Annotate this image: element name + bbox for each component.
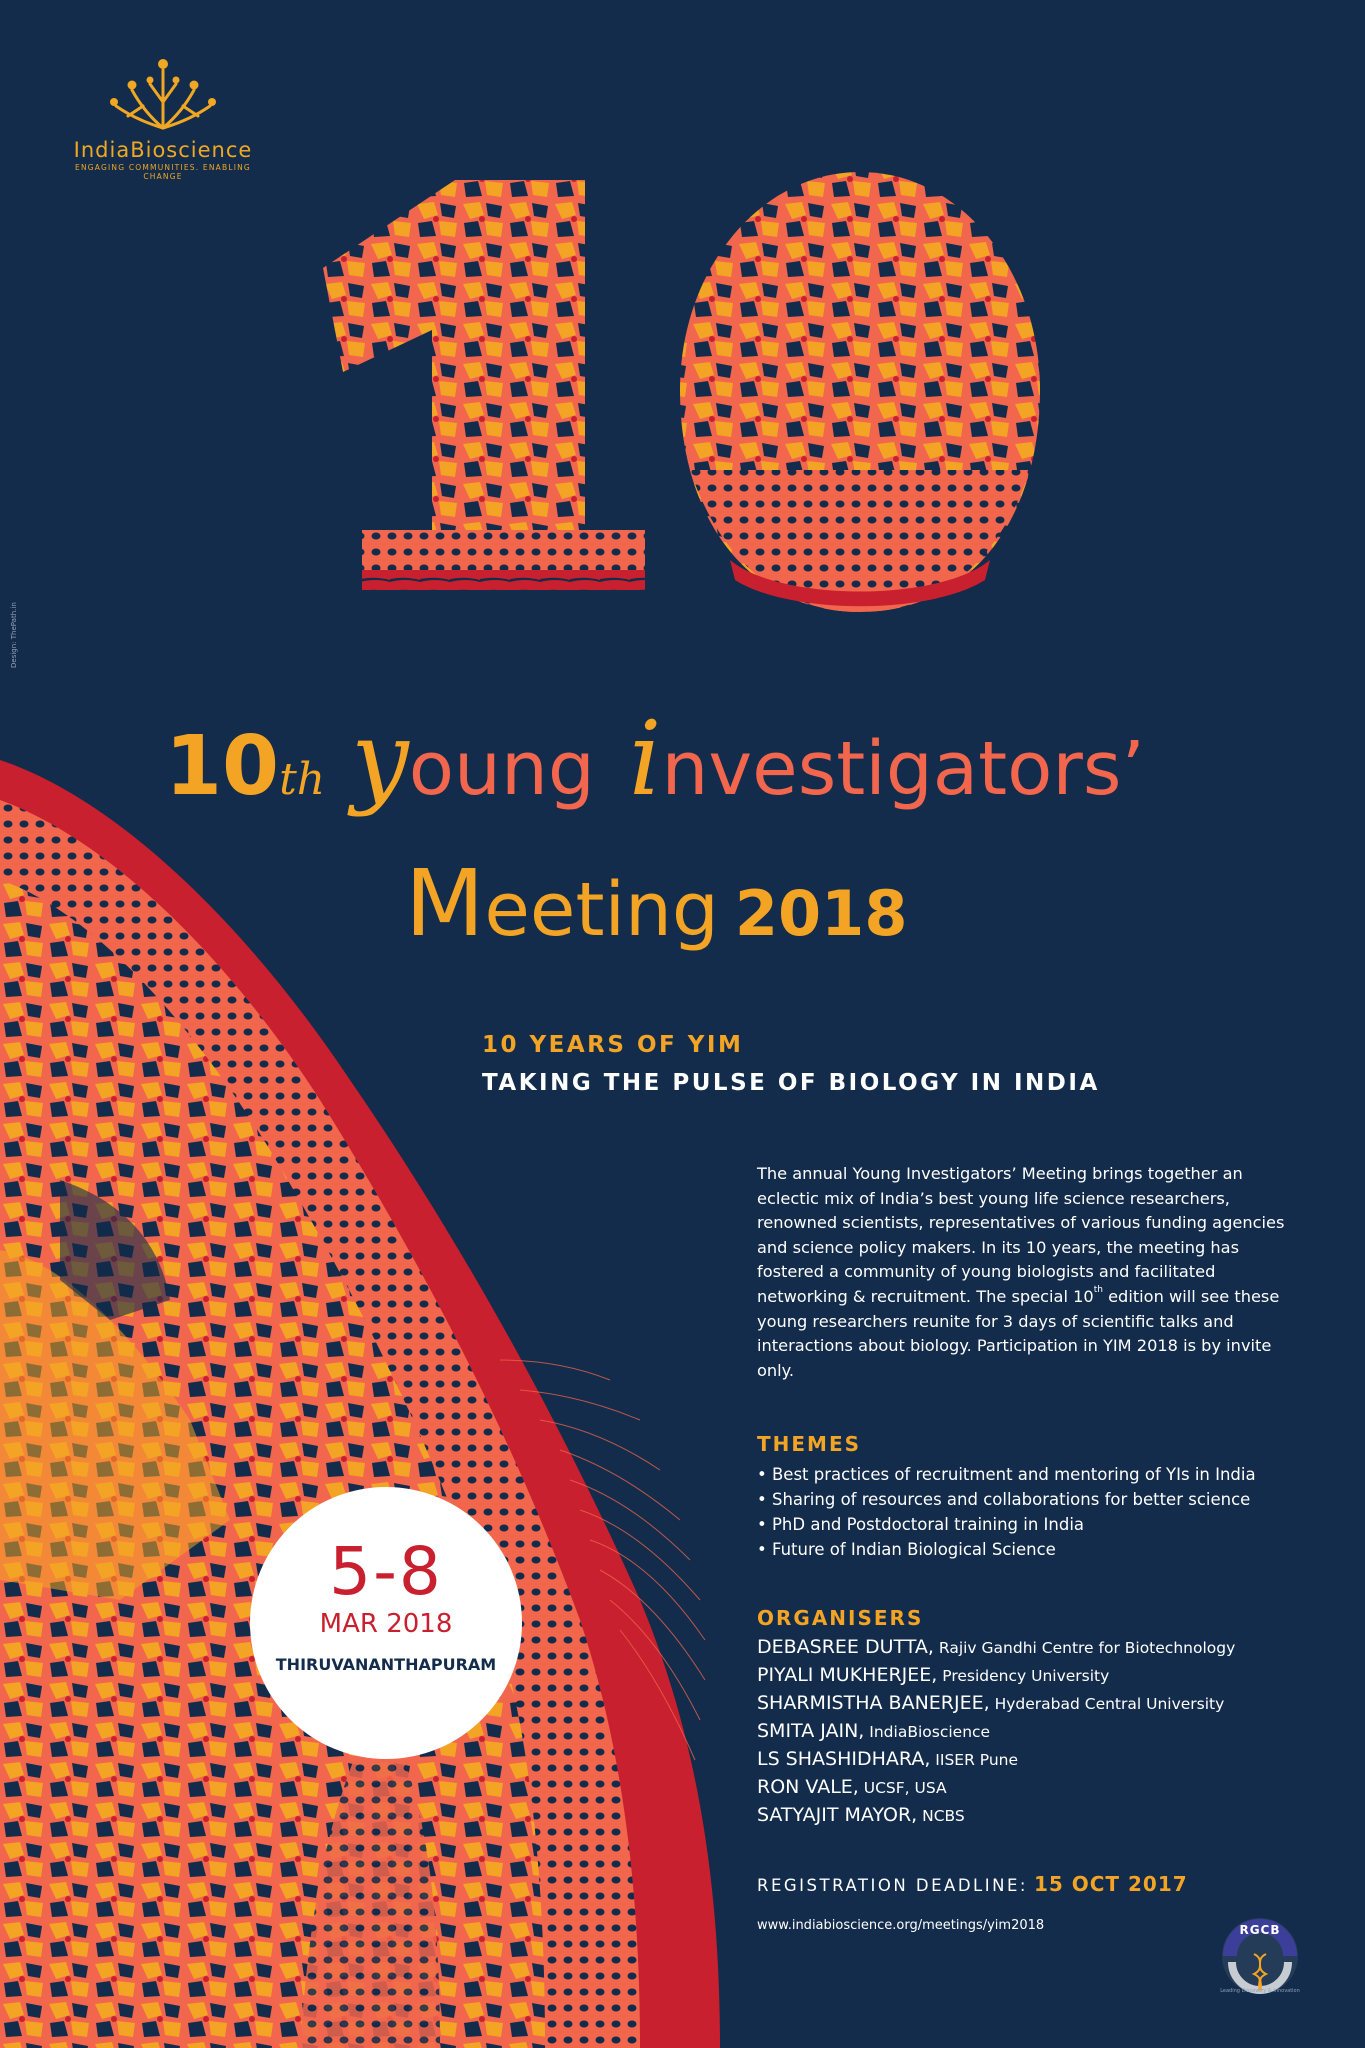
organiser-item: [757, 1718, 1327, 1746]
organiser-affiliation: Presidency University: [937, 1667, 1110, 1685]
organisers-list: [757, 1634, 1327, 1830]
organiser-affiliation: IndiaBioscience: [864, 1723, 991, 1741]
organiser-affiliation: NCBS: [917, 1807, 965, 1825]
title-line2-rest: eeting: [484, 867, 719, 953]
theme-item: • Future of Indian Biological Science: [757, 1540, 1056, 1559]
organiser-name: LS SHASHIDHARA,: [757, 1748, 931, 1770]
event-month-year: MAR 2018: [319, 1609, 453, 1639]
title-word2-initial: i: [628, 700, 662, 819]
organiser-name: PIYALI MUKHERJEE,: [757, 1664, 938, 1686]
organiser-name: SMITA JAIN,: [757, 1720, 865, 1742]
organiser-name: SATYAJIT MAYOR,: [757, 1804, 918, 1826]
themes-heading: THEMES: [757, 1432, 862, 1456]
organisers-heading: ORGANISERS: [757, 1606, 924, 1630]
event-date-badge: [250, 1487, 522, 1759]
event-title-line-1: [165, 700, 1145, 819]
organiser-affiliation: Hyderabad Central University: [989, 1695, 1225, 1713]
event-title-line-2: [405, 850, 907, 957]
title-year: 2018: [734, 877, 908, 950]
indiabioscience-logo: [58, 50, 268, 181]
tree-logo-icon: [108, 50, 218, 132]
title-ordinal-number: 10: [165, 719, 280, 814]
title-line2-initial: M: [405, 850, 485, 957]
rgcb-logo: [1218, 1914, 1302, 1998]
organiser-item: [757, 1774, 1327, 1802]
organiser-name: DEBASREE DUTTA,: [757, 1636, 934, 1658]
organisers-section: [757, 1606, 1327, 1830]
title-ordinal-suffix: th: [279, 754, 326, 805]
title-word2-rest: nvestigators’: [661, 726, 1145, 812]
organiser-item: [757, 1746, 1327, 1774]
event-city: THIRUVANANTHAPURAM: [275, 1655, 497, 1674]
organiser-affiliation: IISER Pune: [930, 1751, 1019, 1769]
subtitle-tagline: TAKING THE PULSE OF BIOLOGY IN INDIA: [482, 1070, 1100, 1096]
organiser-item: [757, 1662, 1327, 1690]
description-text-1: The annual Young Investigators’ Meeting brings together an eclectic mix of India’s best young life science researchers, renowned scientists, representatives of various funding agencies and science policy makers. In its 10 years, the meeting has fostered a community of young biologists and facilitated networking & recruitment. The special 10: [757, 1164, 1285, 1306]
registration-deadline: [757, 1872, 1188, 1896]
rgcb-abbreviation: RGCB: [1239, 1923, 1281, 1937]
theme-item: • Best practices of recruitment and mentoring of YIs in India: [757, 1465, 1256, 1484]
event-dates: 5-8: [329, 1533, 443, 1610]
title-word1-rest: oung: [408, 726, 595, 812]
big-ten-number: [323, 172, 1040, 612]
themes-list: [757, 1462, 1317, 1562]
themes-section: [757, 1432, 1317, 1562]
deadline-date: 15 OCT 2017: [1033, 1872, 1188, 1896]
theme-item: • Sharing of resources and collaborations for better science: [757, 1490, 1251, 1509]
logo-tagline: ENGAGING COMMUNITIES. ENABLING CHANGE: [75, 163, 251, 181]
website-link[interactable]: www.indiabioscience.org/meetings/yim2018: [757, 1918, 1045, 1933]
subtitle-years: 10 YEARS OF YIM: [482, 1032, 744, 1058]
organiser-item: [757, 1634, 1327, 1662]
title-word1-initial: y: [351, 700, 409, 819]
organiser-item: [757, 1802, 1327, 1830]
theme-item: • PhD and Postdoctoral training in India: [757, 1515, 1085, 1534]
design-credit: Design: ThePath.in: [10, 602, 18, 668]
organiser-item: [757, 1690, 1327, 1718]
organiser-affiliation: UCSF, USA: [858, 1779, 947, 1797]
description-superscript: th: [1093, 1284, 1103, 1295]
deadline-label: REGISTRATION DEADLINE:: [757, 1876, 1028, 1895]
event-description: [757, 1162, 1297, 1383]
organiser-name: RON VALE,: [757, 1776, 859, 1798]
logo-name: IndiaBioscience: [73, 138, 253, 162]
organiser-affiliation: Rajiv Gandhi Centre for Biotechnology: [933, 1639, 1236, 1657]
description-text-2: edition will see these young researchers reunite for 3 days of scientific talks and interactions about biology. Participation in YIM 2018 is by invite only.: [757, 1286, 1280, 1380]
organiser-name: SHARMISTHA BANERJEE,: [757, 1692, 990, 1714]
rgcb-tagline: Leading Discovery & Innovation: [1220, 1988, 1300, 1994]
